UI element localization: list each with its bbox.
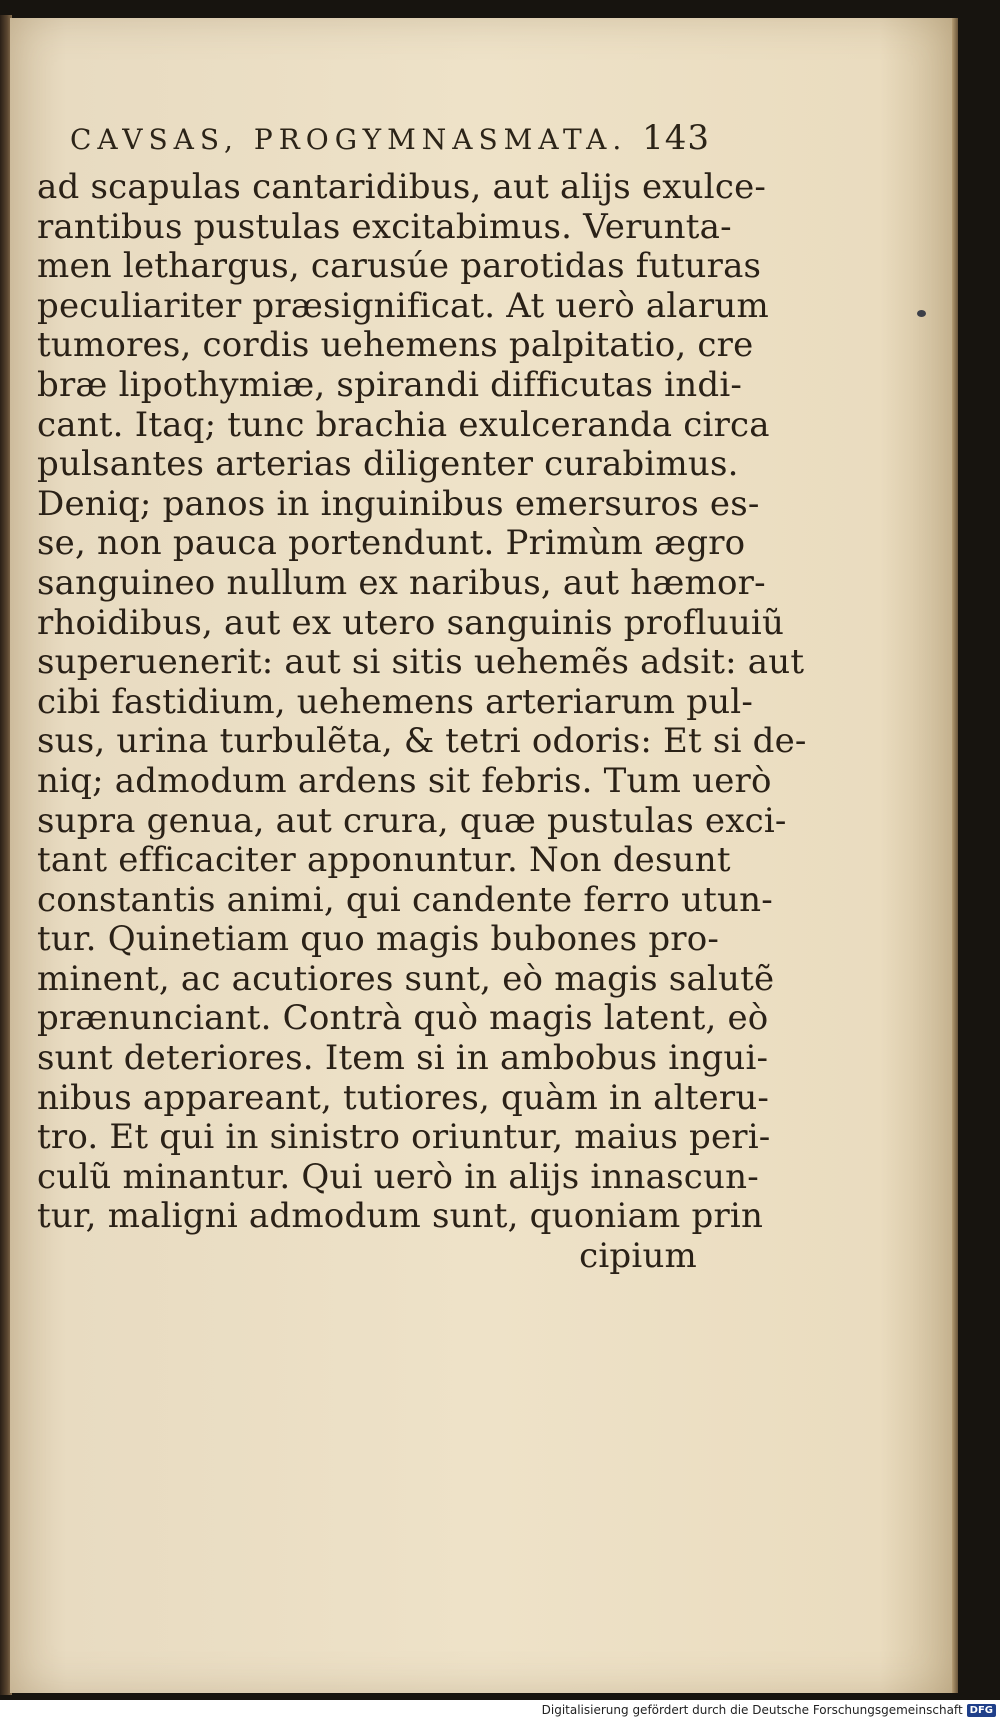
text-line: constantis animi, qui candente ferro utun- — [37, 879, 773, 920]
text-line: pulsantes arterias diligenter curabimus. — [37, 444, 739, 485]
ink-blot — [917, 310, 926, 317]
running-head-title: CAVSAS, PROGYMNASMATA. — [70, 123, 628, 156]
text-line: supra genua, aut crura, quæ pustulas exci- — [37, 800, 787, 841]
catchword: cipium — [579, 1236, 697, 1277]
text-line: peculiariter præsignificat. At uerò alarum — [37, 285, 769, 326]
text-line: tant efficaciter apponuntur. Non desunt — [37, 840, 731, 881]
text-line: bræ lipothymiæ, spirandi difficutas indi- — [37, 364, 743, 405]
text-line: ad scapulas cantaridibus, aut alijs exulce- — [37, 167, 767, 207]
text-line: se, non pauca portendunt. Primùm ægro — [37, 523, 746, 564]
text-line: tur. Quinetiam quo magis bubones pro- — [37, 919, 720, 960]
text-line: sunt deteriores. Item si in ambobus ingui- — [37, 1038, 769, 1079]
text-line: Deniq; panos in inguinibus emersuros es- — [37, 483, 760, 524]
text-line: tumores, cordis uehemens palpitatio, cre — [37, 325, 754, 366]
text-line: sus, urina turbulẽta, & tetri odoris: Et si de- — [37, 721, 807, 762]
text-line: niq; admodum ardens sit febris. Tum uerò — [37, 760, 772, 801]
text-line: cant. Itaq; tunc brachia exulceranda circa — [37, 404, 770, 445]
text-line: nibus appareant, tutiores, quàm in alteru- — [37, 1077, 770, 1118]
page-number: 143 — [642, 118, 710, 158]
text-line: rantibus pustulas excitabimus. Verunta- — [37, 206, 732, 247]
text-line: cibi fastidium, uehemens arteriarum pul- — [37, 681, 754, 722]
footer-credit: Digitalisierung gefördert durch die Deutsche Forschungsgemeinschaft — [541, 1703, 963, 1717]
running-head — [70, 118, 710, 158]
dfg-logo: DFG — [967, 1704, 996, 1717]
text-line: men lethargus, carusúe parotidas futuras — [37, 246, 762, 287]
body-text — [37, 167, 807, 1277]
footer-bar — [0, 1700, 1000, 1720]
text-line: sanguineo nullum ex naribus, aut hæmor- — [37, 562, 766, 603]
text-line: culũ minantur. Qui uerò in alijs innascun- — [37, 1156, 759, 1197]
text-line: tur, maligni admodum sunt, quoniam prin — [37, 1196, 764, 1237]
text-line: rhoidibus, aut ex utero sanguinis profluuiũ — [37, 602, 785, 643]
text-line: minent, ac acutiores sunt, eò magis salutẽ — [37, 958, 775, 999]
page-edge — [952, 18, 958, 1693]
text-line: tro. Et qui in sinistro oriuntur, maius peri- — [37, 1117, 771, 1158]
text-line: prænunciant. Contrà quò magis latent, eò — [37, 998, 769, 1039]
text-line: superuenerit: aut si sitis uehemẽs adsit: aut — [37, 642, 805, 683]
